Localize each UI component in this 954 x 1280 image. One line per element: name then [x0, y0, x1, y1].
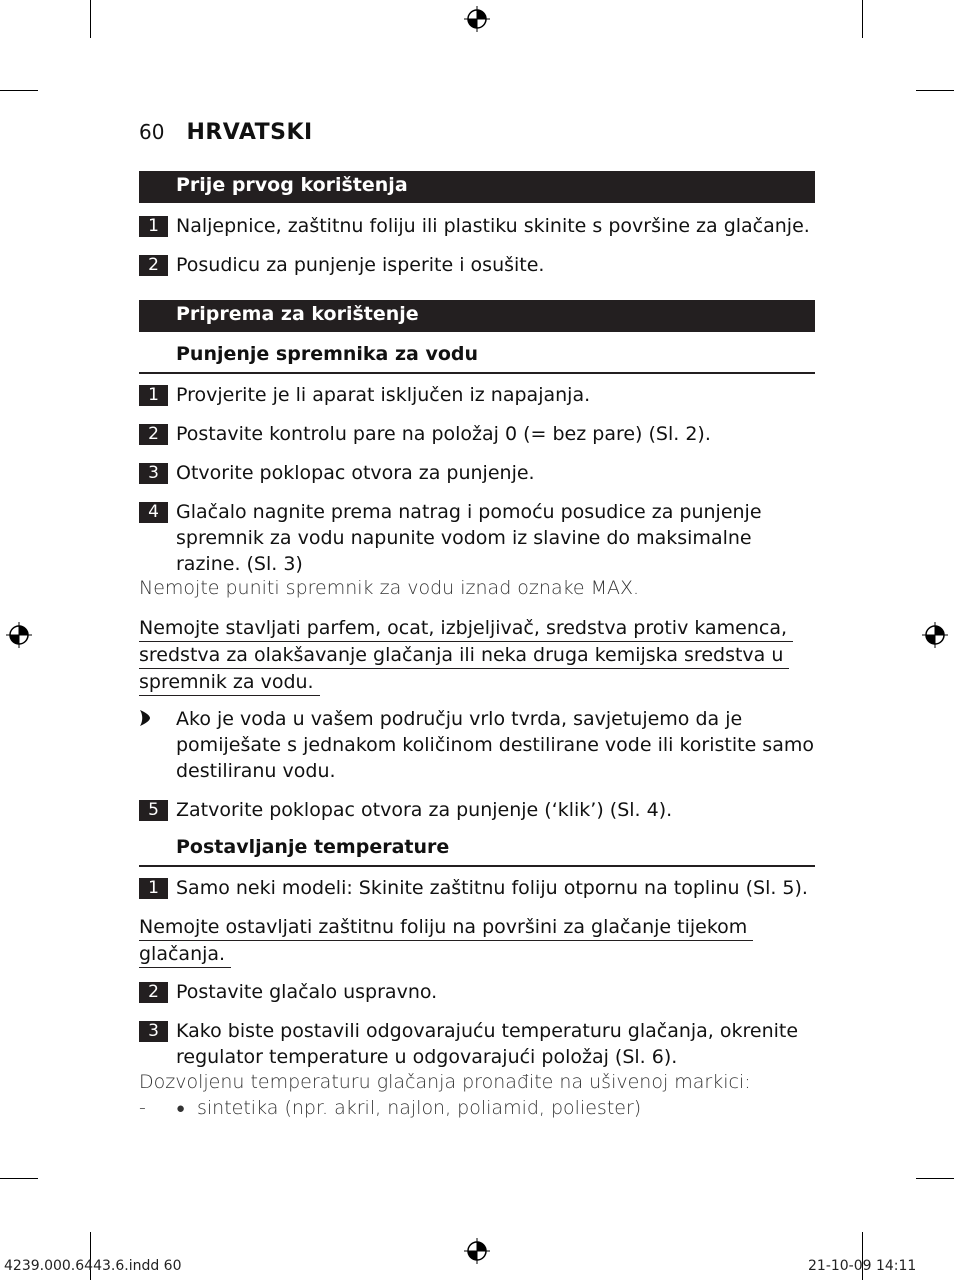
subsection-heading-temperature	[139, 835, 815, 867]
step-number: 3	[139, 463, 168, 484]
step-number: 2	[139, 424, 168, 445]
warning-block	[139, 615, 793, 696]
page-header	[139, 120, 313, 150]
step-text: Kako biste postavili odgovarajuću temperaturu glačanja, okrenite regulator temperature u odgovarajući položaj (Sl. 6).	[176, 1020, 799, 1068]
step-text: Glačalo nagnite prema natrag i pomoću posudice za punjenje spremnik za vodu napunite vodom iz slavine do maksimalne razine. (Sl. 3)	[176, 501, 762, 575]
step-text: Provjerite je li aparat isključen iz napajanja.	[176, 384, 591, 406]
section-title: Prije prvog korištenja	[176, 174, 408, 196]
note-text: Nemojte puniti spremnik za vodu iznad oznake MAX.	[139, 577, 640, 599]
footer-date: 21-10-09 14:11	[808, 1258, 917, 1274]
step-number: 2	[139, 982, 168, 1003]
registration-mark-icon	[464, 1238, 490, 1264]
crop-mark	[862, 0, 863, 38]
step-text: Postavite kontrolu pare na položaj 0 (= bez pare) (Sl. 2).	[176, 423, 711, 445]
list-dash: -	[139, 1097, 146, 1119]
registration-mark-icon	[922, 622, 948, 648]
dot-bullet-icon: ●	[176, 1099, 186, 1117]
step-text: Otvorite poklopac otvora za punjenje.	[176, 462, 535, 484]
page-number: 60	[139, 120, 165, 144]
subsection-heading-filling	[139, 342, 815, 374]
crop-mark	[916, 1178, 954, 1179]
section-bar-preparation	[139, 300, 815, 332]
warning-line: Nemojte ostavljati zaštitnu foliju na površini za glačanje tijekom	[139, 914, 753, 941]
crop-mark	[916, 90, 954, 91]
step-text: Postavite glačalo uspravno.	[176, 981, 438, 1003]
list-item	[139, 1095, 642, 1121]
section-title: Priprema za korištenje	[176, 303, 419, 325]
step-text: Samo neki modeli: Skinite zaštitnu foliju otpornu na toplinu (Sl. 5).	[176, 877, 808, 899]
registration-mark-icon	[464, 6, 490, 32]
step-number: 1	[139, 878, 168, 899]
note-text: Dozvoljenu temperaturu glačanja pronađite na ušivenoj markici:	[139, 1071, 751, 1093]
warning-line: spremnik za vodu.	[139, 669, 320, 696]
warning-block	[139, 914, 753, 968]
bullet-arrow-icon	[139, 710, 151, 726]
step-text: Posudicu za punjenje isperite i osušite.	[176, 254, 545, 276]
subsection-title: Punjenje spremnika za vodu	[176, 343, 479, 365]
crop-mark	[0, 90, 38, 91]
step-text: Naljepnice, zaštitnu foliju ili plastiku skinite s površine za glačanje.	[176, 215, 810, 237]
crop-mark	[90, 0, 91, 38]
registration-mark-icon	[6, 622, 32, 648]
step-number: 1	[139, 385, 168, 406]
step-text: Zatvorite poklopac otvora za punjenje (‘klik’) (Sl. 4).	[176, 799, 673, 821]
crop-mark	[0, 1178, 38, 1179]
language-title: HRVATSKI	[186, 120, 313, 145]
list-item-text: sintetika (npr. akril, najlon, poliamid, poliester)	[197, 1097, 642, 1119]
subsection-title: Postavljanje temperature	[176, 836, 450, 858]
step-number: 1	[139, 216, 168, 237]
warning-line: Nemojte stavljati parfem, ocat, izbjeljivač, sredstva protiv kamenca,	[139, 615, 793, 642]
warning-line: sredstva za olakšavanje glačanja ili neka druga kemijska sredstva u	[139, 642, 789, 669]
step-number: 4	[139, 502, 168, 523]
bullet-text: Ako je voda u vašem području vrlo tvrda, savjetujemo da je pomiješate s jednakom količinom destilirane vode ili koristite samo destiliranu vodu.	[176, 708, 814, 782]
step-number: 3	[139, 1021, 168, 1042]
footer-file-info: 4239.000.6443.6.indd 60	[4, 1258, 182, 1274]
step-number: 5	[139, 800, 168, 821]
section-bar-before-first-use	[139, 171, 815, 203]
step-number: 2	[139, 255, 168, 276]
warning-line: glačanja.	[139, 941, 231, 968]
